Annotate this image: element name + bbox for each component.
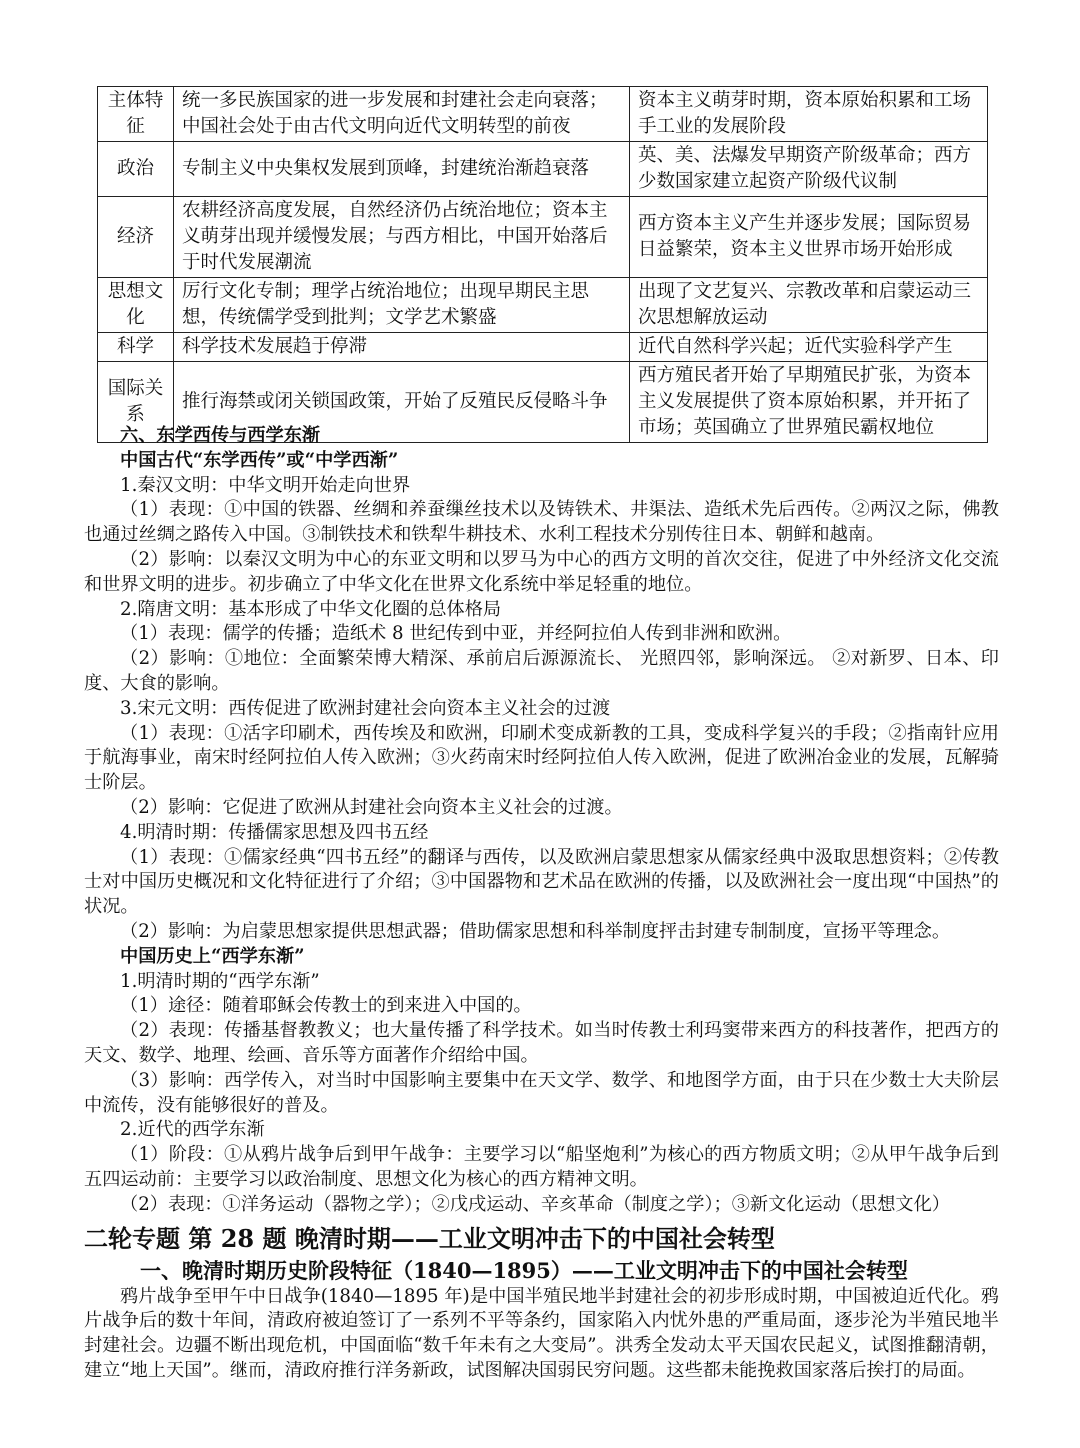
subsection-heading: 中国古代“东学西传”或“中学西渐”: [120, 449, 399, 471]
paragraph: （2）表现：传播基督教教义；也大量传播了科学技术。如当时传教士利玛窦带来西方的科技著作，把西方的天文、数学、地理、绘画、音乐等方面著作介绍给中国。: [84, 1020, 999, 1066]
paragraph: （2）影响：以秦汉文明为中心的东亚文明和以罗马为中心的西方文明的首次交往，促进了中外经济文化交流和世界文明的进步。初步确立了中华文化在世界文化系统中举足轻重的地位。: [84, 548, 999, 595]
west-cell: 西方殖民者开始了早期殖民扩张，为资本主义发展提供了资本原始积累，并开拓了市场；英国确立了世界殖民霸权地位: [630, 362, 988, 443]
list-item: 4.明清时期：传播儒家思想及四书五经: [120, 821, 429, 843]
table-row: [98, 142, 988, 197]
west-cell: 英、美、法爆发早期资产阶级革命；西方少数国家建立起资产阶级代议制: [630, 142, 988, 197]
list-item: 2.近代的西学东渐: [120, 1119, 265, 1141]
paragraph: （1）表现：①中国的铁器、丝绸和养蚕缫丝技术以及铸铁术、井渠法、造纸术先后西传。②两汉之际，佛教也通过丝绸之路传入中国。③制铁技术和铁犁牛耕技术、水利工程技术分别传往日本、朝鲜和越南。: [84, 499, 999, 546]
topic-title: 二轮专题 第 28 题 晚清时期——工业文明冲击下的中国社会转型: [84, 1223, 775, 1253]
paragraph: （2）影响：它促进了欧洲从封建社会向资本主义社会的过渡。: [120, 796, 623, 818]
paragraph: （1）表现：①活字印刷术，西传埃及和欧洲，印刷术变成新教的工具，变成科学复兴的手段；②指南针应用于航海事业，南宋时经阿拉伯人传入欧洲；③火药南宋时经阿拉伯人传入欧洲，促进了欧洲冶金业的发展，瓦解骑士阶层。: [84, 722, 999, 794]
section-heading: 一、晚清时期历史阶段特征（1840—1895）——工业文明冲击下的中国社会转型: [140, 1257, 908, 1283]
west-cell: 出现了文艺复兴、宗教改革和启蒙运动三次思想解放运动: [630, 278, 988, 333]
list-item: 2.隋唐文明：基本形成了中华文化圈的总体格局: [120, 598, 502, 620]
body-text: [84, 424, 999, 1384]
row-category: 思想文化: [98, 278, 174, 333]
china-cell: 厉行文化专制；理学占统治地位；出现早期民主思想，传统儒学受到批判；文学艺术繁盛: [174, 278, 630, 333]
west-cell: 资本主义萌芽时期，资本原始积累和工场手工业的发展阶段: [630, 87, 988, 142]
west-cell: 西方资本主义产生并逐步发展；国际贸易日益繁荣，资本主义世界市场开始形成: [630, 197, 988, 278]
row-category: 科学: [98, 333, 174, 362]
list-item: 3.宋元文明：西传促进了欧洲封建社会向资本主义社会的过渡: [120, 697, 611, 719]
paragraph: （2）表现：①洋务运动（器物之学）；②戊戌运动、辛亥革命（制度之学）；③新文化运动（思想文化）: [120, 1193, 950, 1215]
subsection-heading: 中国历史上“西学东渐”: [120, 945, 305, 967]
table-row: [98, 278, 988, 333]
row-category: 国际关系: [98, 362, 174, 443]
china-cell: 农耕经济高度发展，自然经济仍占统治地位；资本主义萌芽出现并缓慢发展；与西方相比，中国开始落后于时代发展潮流: [174, 197, 630, 278]
row-category: 主体特征: [98, 87, 174, 142]
paragraph: （2）影响：①地位：全面繁荣博大精深、承前启后源源流长、 光照四邻，影响深远。 ②对新罗、日本、印度、大食的影响。: [84, 648, 999, 694]
row-category: 政治: [98, 142, 174, 197]
table-row: [98, 197, 988, 278]
china-cell: 统一多民族国家的进一步发展和封建社会走向衰落；中国社会处于由古代文明向近代文明转型的前夜: [174, 87, 630, 142]
paragraph: （1）表现：儒学的传播；造纸术 8 世纪传到中亚，并经阿拉伯人传到非洲和欧洲。: [120, 623, 792, 645]
list-item: 1.明清时期的“西学东渐”: [120, 970, 320, 992]
paragraph: （1）途径：随着耶稣会传教士的到来进入中国的。: [120, 995, 532, 1017]
paragraph: 鸦片战争至甲午中日战争(1840—1895 年)是中国半殖民地半封建社会的初步形成时期，中国被迫近代化。鸦片战争后的数十年间，清政府被迫签订了一系列不平等条约，国家陷入内忧外患的严重局面，逐步沦为半殖民地半封建社会。边疆不断出现危机，中国面临“数千年未有之大变局”。洪秀全发动太平天国农民起义，试图推翻清朝，建立“地上天国”。继而，清政府推行洋务新政，试图解决国弱民穷问题。这些都未能挽救国家落后挨打的局面。: [84, 1285, 999, 1381]
row-category: 经济: [98, 197, 174, 278]
china-cell: 专制主义中央集权发展到顶峰，封建统治渐趋衰落: [174, 142, 630, 197]
china-cell: 推行海禁或闭关锁国政策，开始了反殖民反侵略斗争: [174, 362, 630, 443]
paragraph: （1）表现：①儒家经典“四书五经”的翻译与西传，以及欧洲启蒙思想家从儒家经典中汲取思想资料；②传教士对中国历史概况和文化特征进行了介绍；③中国器物和艺术品在欧洲的传播，以及欧洲社会一度出现“中国热”的状况。: [84, 846, 999, 918]
paragraph: （3）影响：西学传入，对当时中国影响主要集中在天文学、数学、和地图学方面，由于只在少数士大夫阶层中流传，没有能够很好的普及。: [84, 1069, 999, 1116]
section-heading: 六、东学西传与西学东渐: [120, 425, 321, 446]
west-cell: 近代自然科学兴起；近代实验科学产生: [630, 333, 988, 362]
table-row: [98, 87, 988, 142]
china-cell: 科学技术发展趋于停滞: [174, 333, 630, 362]
paragraph: （2）影响：为启蒙思想家提供思想武器；借助儒家思想和科举制度抨击封建专制制度，宣扬平等理念。: [120, 920, 951, 942]
table-row: [98, 333, 988, 362]
comparison-table: [97, 86, 988, 443]
list-item: 1.秦汉文明：中华文明开始走向世界: [120, 474, 411, 496]
paragraph: （1）阶段：①从鸦片战争后到甲午战争：主要学习以“船坚炮利”为核心的西方物质文明；②从甲午战争后到五四运动前：主要学习以政治制度、思想文化为核心的西方精神文明。: [84, 1144, 999, 1190]
